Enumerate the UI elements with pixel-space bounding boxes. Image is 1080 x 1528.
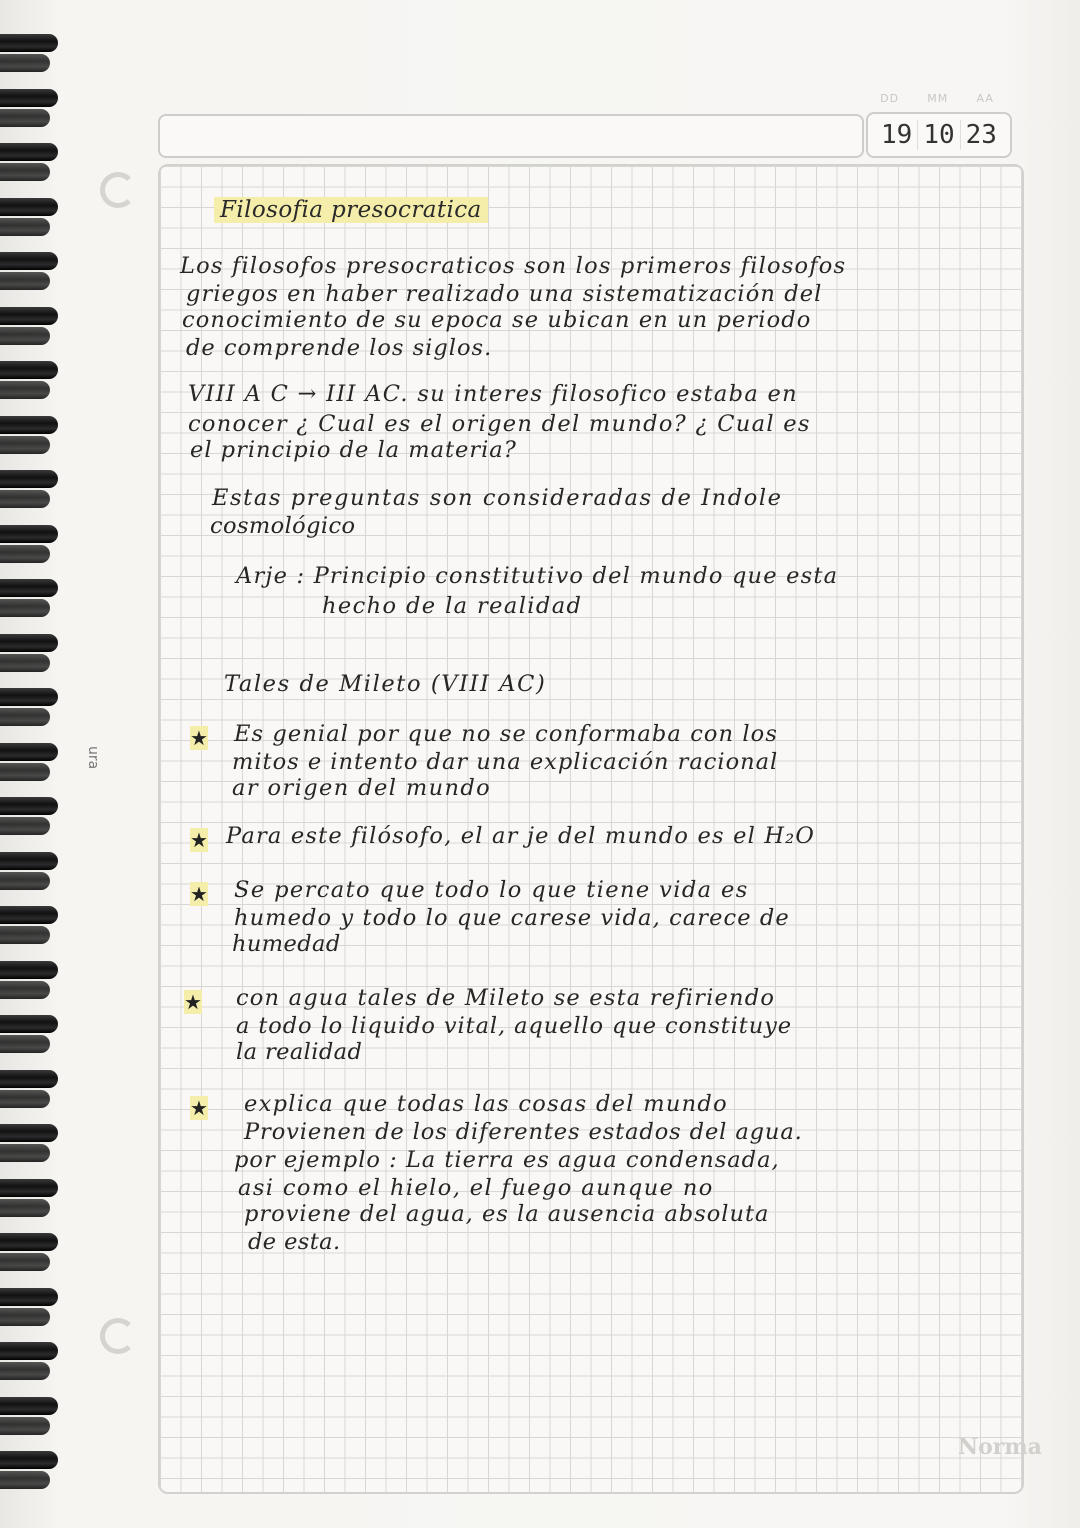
spiral-coil — [0, 54, 50, 72]
questions-line-1: Estas preguntas son consideradas de Indole — [212, 485, 783, 511]
bullet-3-line-3: humedad — [232, 931, 341, 957]
intro-line-5: VIII A C → III AC. su interes filosofico estaba en — [188, 381, 798, 407]
spiral-coil — [0, 525, 58, 543]
spiral-coil — [0, 490, 50, 508]
date-label-year: AA — [976, 92, 994, 105]
spiral-coil — [0, 1179, 58, 1197]
arje-line-1: Arje : Principio constitutivo del mundo que esta — [236, 563, 839, 589]
spiral-coil — [0, 579, 58, 597]
date-box — [866, 112, 1012, 158]
spiral-coil — [0, 89, 58, 107]
bullet-2-line-1: Para este filósofo, el ar je del mundo es el H₂O — [226, 823, 816, 849]
tales-heading: Tales de Mileto (VIII AC) — [224, 671, 547, 697]
bullet-star-icon: ★ — [190, 1096, 208, 1120]
spiral-coil — [0, 872, 50, 890]
spiral-coil — [0, 470, 58, 488]
spiral-coil — [0, 307, 58, 325]
spiral-binding — [0, 30, 70, 1510]
bullet-1-line-1: Es genial por que no se conformaba con los — [234, 721, 778, 747]
bullet-5-line-5: proviene del agua, es la ausencia absoluta — [244, 1201, 770, 1227]
bullet-star-icon: ★ — [190, 726, 208, 750]
bullet-star-icon: ★ — [190, 882, 208, 906]
spiral-coil — [0, 272, 50, 290]
spiral-coil — [0, 961, 58, 979]
spiral-coil — [0, 1471, 50, 1489]
spiral-coil — [0, 1417, 50, 1435]
header-bar — [158, 114, 864, 158]
intro-line-2: griegos en haber realizado una sistematización del — [186, 281, 823, 307]
spiral-coil — [0, 198, 58, 216]
date-label-day: DD — [880, 92, 900, 105]
bullet-3-line-2: humedo y todo lo que carese vida, carece de — [234, 905, 790, 931]
spiral-coil — [0, 163, 50, 181]
bullet-3-line-1: Se percato que todo lo que tiene vida es — [234, 877, 749, 903]
notes-title-row — [214, 196, 488, 225]
spiral-coil — [0, 1015, 58, 1033]
date-labels — [866, 92, 1008, 105]
spiral-coil — [0, 906, 58, 924]
arje-line-2: hecho de la realidad — [322, 593, 583, 619]
spiral-coil — [0, 743, 58, 761]
spiral-coil — [0, 797, 58, 815]
spiral-coil — [0, 1308, 50, 1326]
spiral-coil — [0, 436, 50, 454]
spiral-coil — [0, 327, 50, 345]
bullet-1-line-3: ar origen del mundo — [232, 775, 492, 801]
intro-line-7: el principio de la materia? — [190, 437, 517, 463]
date-label-month: MM — [927, 92, 949, 105]
intro-line-1: Los filosofos presocraticos son los primeros filosofos — [180, 253, 847, 279]
spiral-coil — [0, 852, 58, 870]
spiral-coil — [0, 252, 58, 270]
bullet-5-line-3: por ejemplo : La tierra es agua condensada, — [234, 1147, 780, 1173]
bullet-5-line-1: explica que todas las cosas del mundo — [244, 1091, 728, 1117]
spiral-coil — [0, 763, 50, 781]
brand-logo: Norma — [958, 1434, 1042, 1460]
spiral-coil — [0, 143, 58, 161]
side-mark: ura — [85, 746, 101, 770]
notes-title: Filosofia presocratica — [214, 197, 488, 223]
date-year: 23 — [965, 120, 997, 150]
bullet-star-icon: ★ — [184, 990, 202, 1014]
spiral-coil — [0, 654, 50, 672]
spiral-coil — [0, 708, 50, 726]
spiral-coil — [0, 1288, 58, 1306]
spiral-coil — [0, 1070, 58, 1088]
spiral-coil — [0, 599, 50, 617]
bullet-5-line-4: asi como el hielo, el fuego aunque no — [238, 1175, 714, 1201]
spiral-coil — [0, 688, 58, 706]
bullet-4-line-3: la realidad — [236, 1039, 363, 1065]
spiral-coil — [0, 1342, 58, 1360]
spiral-coil — [0, 634, 58, 652]
spiral-coil — [0, 1397, 58, 1415]
questions-line-2: cosmológico — [210, 513, 356, 539]
spiral-coil — [0, 1090, 50, 1108]
spiral-coil — [0, 817, 50, 835]
intro-line-3: conocimiento de su epoca se ubican en un periodo — [182, 307, 812, 333]
date-day: 19 — [876, 120, 918, 150]
date-month: 10 — [918, 120, 960, 150]
spiral-coil — [0, 361, 58, 379]
bullet-5-line-6: de esta. — [248, 1229, 341, 1255]
spiral-coil — [0, 1451, 58, 1469]
bullet-star-icon: ★ — [190, 828, 208, 852]
spiral-coil — [0, 1124, 58, 1142]
intro-line-4: de comprende los siglos. — [186, 335, 493, 361]
spiral-coil — [0, 545, 50, 563]
bullet-4-line-1: con agua tales de Mileto se esta refiriendo — [236, 985, 776, 1011]
spiral-coil — [0, 1035, 50, 1053]
intro-line-6: conocer ¿ Cual es el origen del mundo? ¿ Cual es — [188, 411, 811, 437]
bullet-4-line-2: a todo lo liquido vital, aquello que constituye — [236, 1013, 792, 1039]
spiral-coil — [0, 981, 50, 999]
bullet-5-line-2: Provienen de los diferentes estados del agua. — [244, 1119, 803, 1145]
spiral-coil — [0, 1362, 50, 1380]
spiral-coil — [0, 381, 50, 399]
spiral-coil — [0, 1199, 50, 1217]
bullet-1-line-2: mitos e intento dar una explicación racional — [232, 749, 779, 775]
spiral-coil — [0, 218, 50, 236]
punch-hole — [100, 172, 136, 208]
spiral-coil — [0, 926, 50, 944]
spiral-coil — [0, 1253, 50, 1271]
spiral-coil — [0, 109, 50, 127]
punch-hole — [100, 1318, 136, 1354]
spiral-coil — [0, 34, 58, 52]
spiral-coil — [0, 1144, 50, 1162]
spiral-coil — [0, 1233, 58, 1251]
spiral-coil — [0, 416, 58, 434]
